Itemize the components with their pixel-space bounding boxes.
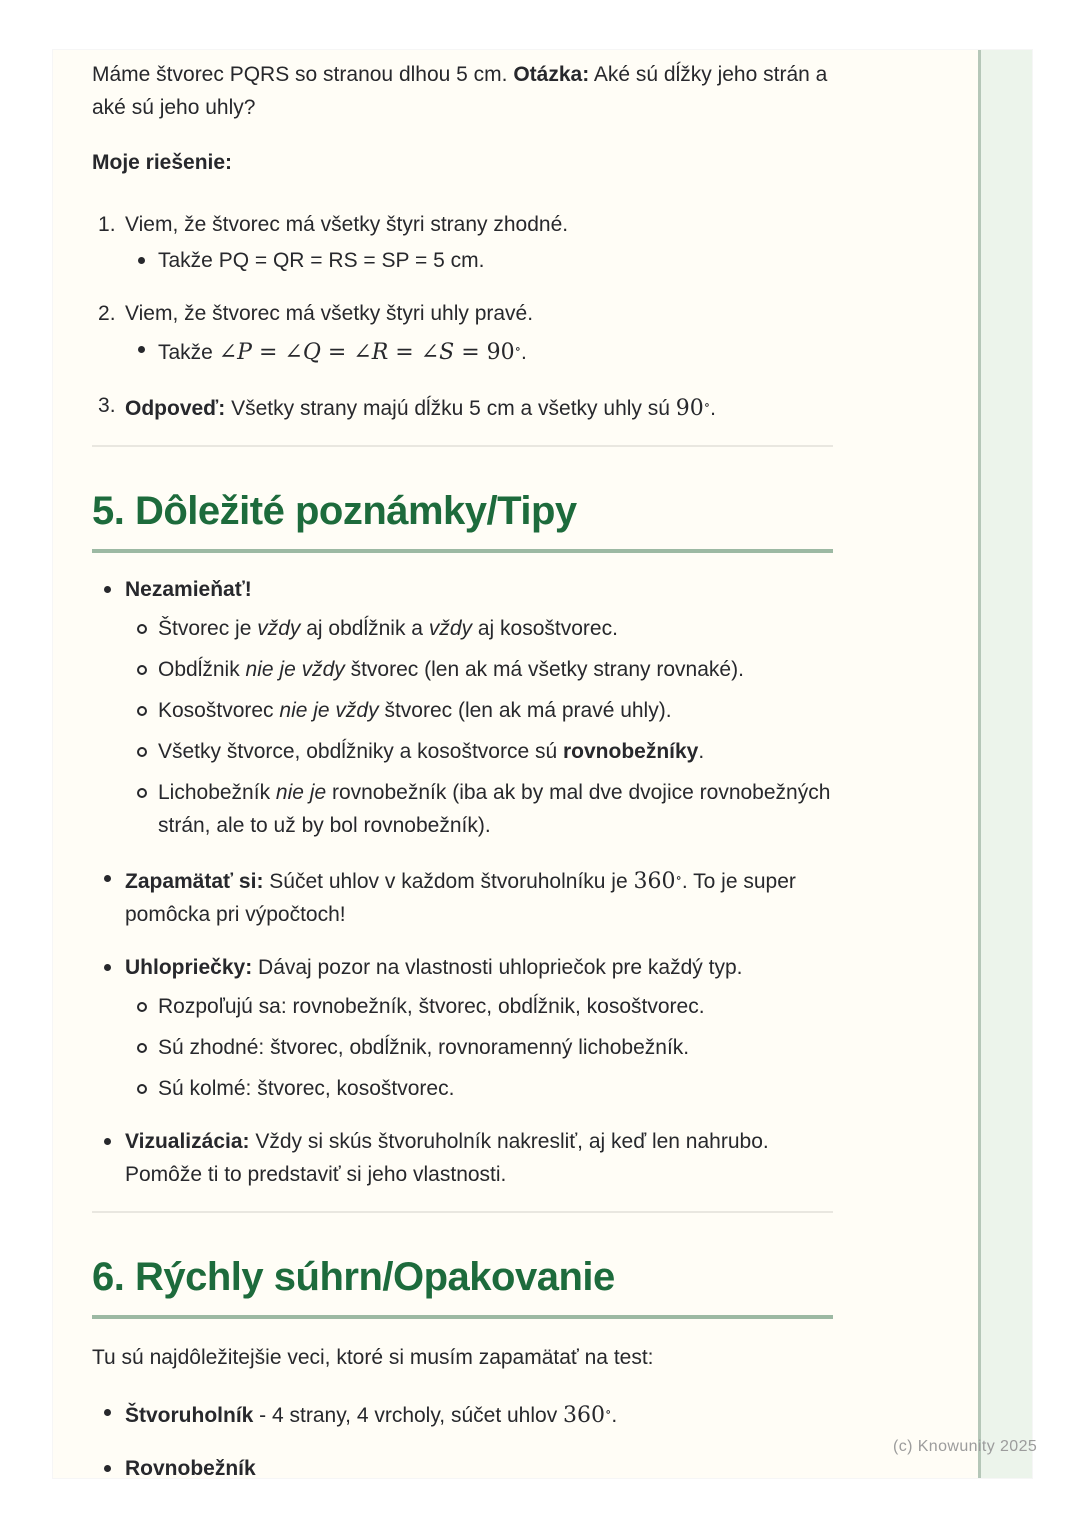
step-text: Odpoveď: Všetky strany majú dĺžku 5 cm a všetky uhly sú 90∘. [125, 396, 716, 421]
section-divider [92, 1211, 833, 1213]
step-item [125, 389, 833, 425]
sub-list-item: Sú zhodné: štvorec, obdĺžnik, rovnoramenný lichobežník. [158, 1031, 833, 1064]
intro-paragraph: Máme štvorec PQRS so stranou dlhou 5 cm. Otázka: Aké sú dĺžky jeho strán a aké sú jeho uhly? [92, 63, 828, 119]
list-item [125, 951, 833, 1105]
sub-list-item: Kosoštvorec nie je vždy štvorec (len ak má pravé uhly). [158, 694, 833, 727]
summary-lead-paragraph: Tu sú najdôležitejšie veci, ktoré si musím zapamätať na test: [92, 1346, 654, 1369]
step-item [125, 208, 833, 277]
section-divider [92, 445, 833, 447]
sub-list-item: Štvorec je vždy aj obdĺžnik a vždy aj kosoštvorec. [158, 612, 833, 645]
step-sub-list [125, 244, 833, 277]
knowunity-watermark: (c) Knowunity 2025 [893, 1438, 1038, 1455]
list-item-text: Zapamätať si: Súčet uhlov v každom štvoruholníku je 360∘. To je super pomôcka pri výpočtoch! [125, 869, 796, 926]
step-sub-list [125, 333, 833, 369]
sub-list-item: Obdĺžnik nie je vždy štvorec (len ak má všetky strany rovnaké). [158, 653, 833, 686]
section-6-title-underline [92, 1315, 833, 1319]
sub-list-item: Lichobežník nie je rovnobežník (iba ak by mal dve dvojice rovnobežných strán, ale to už by bol rovnobežník). [158, 776, 833, 842]
list-item-text: Nezamieňať! [125, 578, 252, 601]
list-item-text: Vizualizácia: Vždy si skús štvoruholník nakresliť, aj keď len nahrubo. Pomôže ti to predstaviť si jeho vlastnosti. [125, 1130, 769, 1186]
step-sub-item: Takže PQ = QR = RS = SP = 5 cm. [158, 244, 833, 277]
section-5-title-underline [92, 549, 833, 553]
list-item [125, 862, 833, 931]
sub-list-item: Všetky štvorce, obdĺžniky a kosoštvorce sú rovnobežníky. [158, 735, 833, 768]
document-content [92, 50, 833, 1478]
sub-list-item: Sú kolmé: štvorec, kosoštvorec. [158, 1072, 833, 1105]
section-5-title: 5. Dôležité poznámky/Tipy [92, 489, 577, 533]
step-text: Viem, že štvorec má všetky štyri uhly pravé. [125, 302, 534, 325]
sub-list [125, 612, 833, 842]
notes-list [92, 573, 833, 1191]
step-sub-item: Takže ∠P = ∠Q = ∠R = ∠S = 90∘. [158, 333, 833, 369]
list-item-text: Rovnobežník [125, 1457, 256, 1478]
list-item [125, 573, 833, 842]
solution-label: Moje riešenie: [92, 151, 233, 174]
sub-list [125, 990, 833, 1105]
step-text: Viem, že štvorec má všetky štyri strany zhodné. [125, 213, 569, 236]
list-item [125, 1125, 833, 1191]
sub-list-item: Rozpoľujú sa: rovnobežník, štvorec, obdĺžnik, kosoštvorec. [158, 990, 833, 1023]
solution-steps-list [92, 208, 833, 425]
list-item [125, 1396, 833, 1432]
list-item-text: Uhlopriečky: Dávaj pozor na vlastnosti uhlopriečok pre každý typ. [125, 956, 743, 979]
section-6-title: 6. Rýchly súhrn/Opakovanie [92, 1255, 615, 1299]
document-page [53, 50, 1032, 1478]
page-edge-strip [978, 50, 1032, 1478]
summary-list [92, 1396, 833, 1478]
list-item-text: Štvoruholník - 4 strany, 4 vrcholy, súčet uhlov 360∘. [125, 1403, 618, 1428]
step-item [125, 297, 833, 369]
list-item [125, 1452, 833, 1478]
